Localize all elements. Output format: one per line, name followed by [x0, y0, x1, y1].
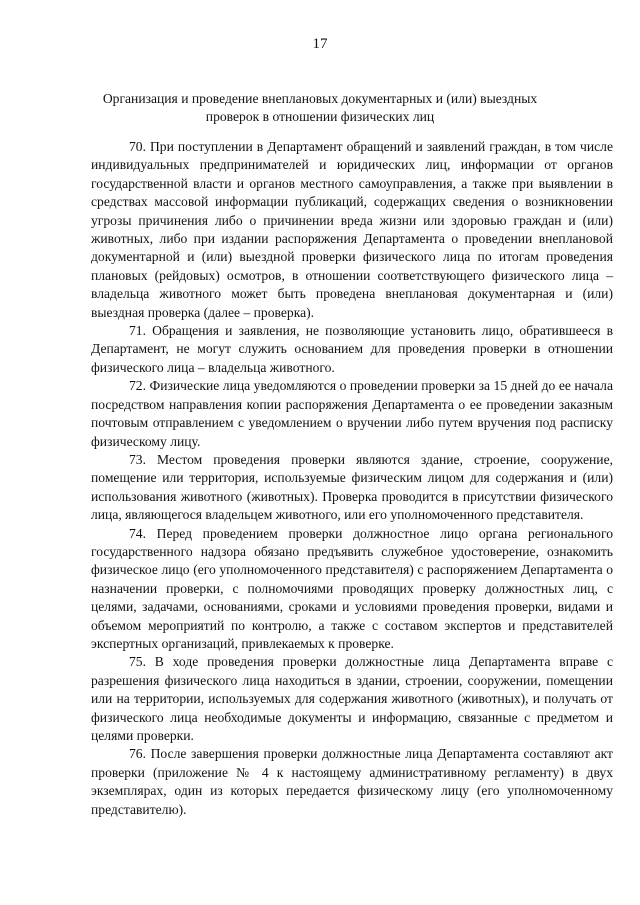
- paragraph-74: 74. Перед проведением проверки должностное лицо органа регионального государственного надзора обязано предъявить служебное удостоверение, ознакомить физическое лицо (его уполномоченного представителя) с распоряжением Департамента о назначении проверки, с полномочиями проводящих проверку должностных лиц, с целями, задачами, основаниями, сроками и условиями проведения проверки, видами и объемом мероприятий по контролю, а также с составом экспертов и представителей экспертных организаций, привлекаемых к проверке.: [91, 525, 613, 651]
- paragraph-72: 72. Физические лица уведомляются о проведении проверки за 15 дней до ее начала посредством направления копии распоряжения Департамента о ее проведении заказным почтовым отправлением с уведомлением о вручении либо путем вручения под расписку физическому лицу.: [91, 378, 613, 449]
- paragraph-71: 71. Обращения и заявления, не позволяющие установить лицо, обратившееся в Департамент, не могут служить основанием для проведения проверки в отношении физического лица – владельца животного.: [91, 323, 613, 375]
- paragraph-70: 70. При поступлении в Департамент обращений и заявлений граждан, в том числе индивидуальных предпринимателей и юридических лиц, информации от органов государственной власти и органов местного самоуправления, а также при выявлении в средствах массовой информации публикаций, содержащих сведения о возникновении угрозы причинения либо о причинении вреда жизни или здоровью граждан и (или) животных, либо при издании распоряжения Департамента о проведении внеплановой документарной и (или) выездной проверки физического лица по итогам проведения плановых (рейдовых) осмотров, в отношении соответствующего физического лица – владельца животного может быть проведена внеплановая документарная и (или) выездная проверка (далее – проверка).: [91, 139, 613, 320]
- page-number: 17: [312, 36, 328, 52]
- paragraph-76: 76. После завершения проверки должностные лица Департамента составляют акт проверки (приложение № 4 к настоящему административному регламенту) в двух экземплярах, один из которых передается физическому лицу (его уполномоченному представителю).: [91, 746, 613, 817]
- paragraph-75: 75. В ходе проведения проверки должностные лица Департамента вправе с разрешения физического лица находиться в здании, строении, сооружении, помещении или на территории, используемых для содержания животного (животных), и получать от физического лица необходимые документы и информацию, связанные с предметом и целями проверки.: [91, 654, 613, 743]
- section-title: Организация и проведение внеплановых документарных и (или) выездных проверок в отношении физических лиц: [102, 91, 538, 124]
- document-body: [91, 138, 613, 819]
- paragraph-73: 73. Местом проведения проверки являются здание, строение, сооружение, помещение или территория, используемые физическим лицом для содержания и (или) использования животного (животных). Проверка проводится в присутствии физического лица, являющегося владельцем животного, или его уполномоченного представителя.: [91, 451, 613, 523]
